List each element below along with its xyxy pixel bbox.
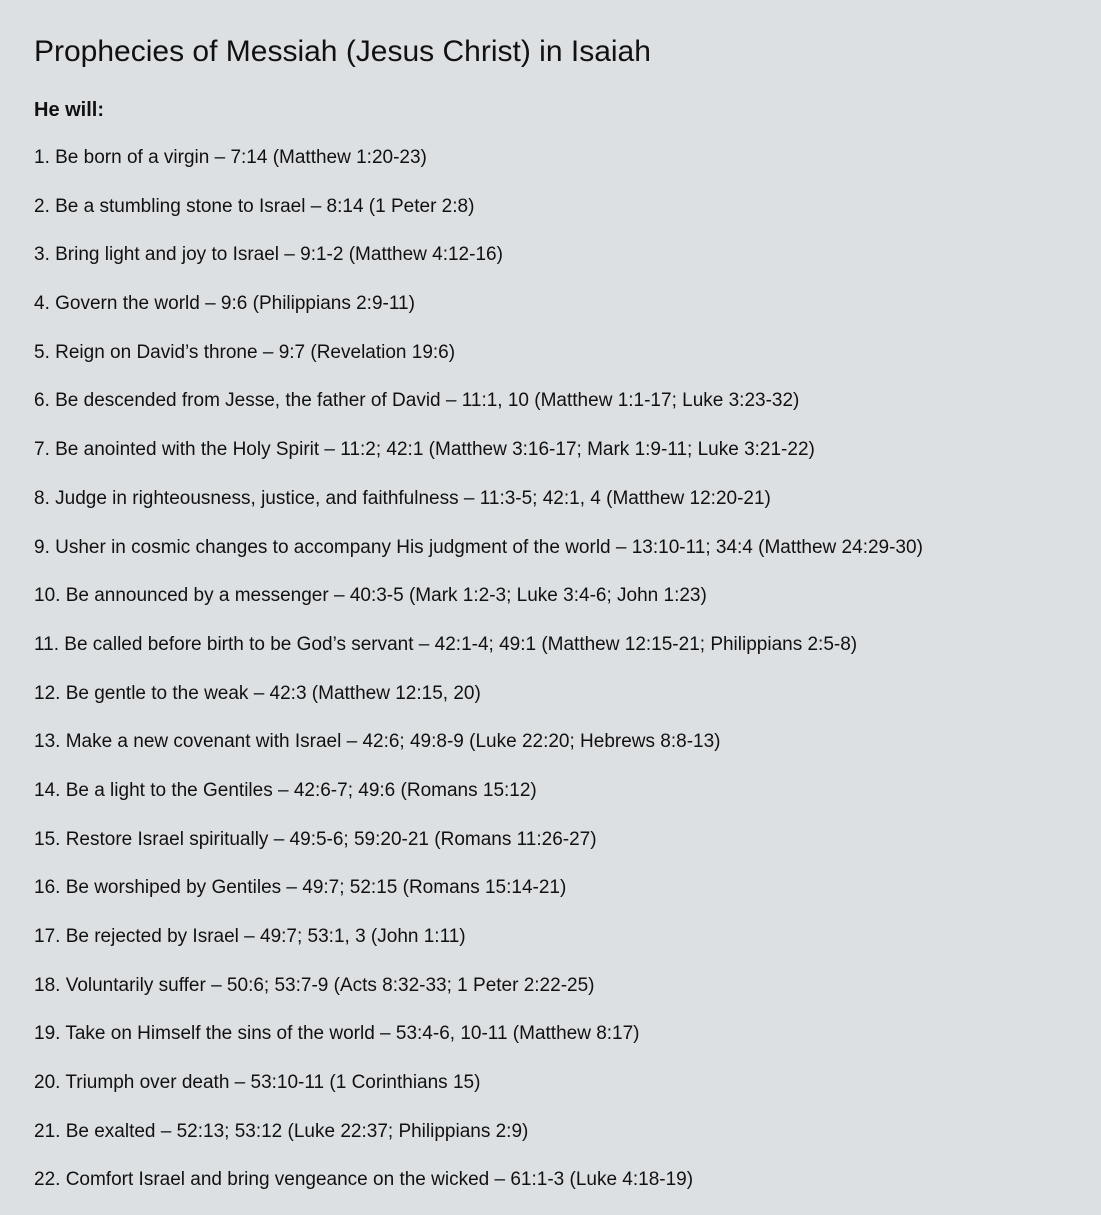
- prophecy-item-15: 15. Restore Israel spiritually – 49:5-6; 59:20-21 (Romans 11:26-27): [34, 828, 597, 850]
- prophecy-item-10: 10. Be announced by a messenger – 40:3-5 (Mark 1:2-3; Luke 3:4-6; John 1:23): [34, 585, 707, 607]
- prophecy-item-5: 5. Reign on David’s throne – 9:7 (Revelation 19:6): [34, 341, 456, 363]
- prophecy-item-22: 22. Comfort Israel and bring vengeance on the wicked – 61:1-3 (Luke 4:18-19): [34, 1169, 694, 1191]
- prophecy-item-11: 11. Be called before birth to be God’s servant – 42:1-4; 49:1 (Matthew 12:15-21; Philippians 2:5-8): [34, 633, 858, 655]
- prophecy-item-3: 3. Bring light and joy to Israel – 9:1-2 (Matthew 4:12-16): [34, 244, 503, 266]
- prophecy-item-9: 9. Usher in cosmic changes to accompany His judgment of the world – 13:10-11; 34:4 (Matthew 24:29-30): [34, 536, 923, 558]
- prophecy-item-8: 8. Judge in righteousness, justice, and faithfulness – 11:3-5; 42:1, 4 (Matthew 12:20-21): [34, 487, 771, 509]
- prophecy-item-21: 21. Be exalted – 52:13; 53:12 (Luke 22:37; Philippians 2:9): [34, 1120, 529, 1142]
- prophecy-item-19: 19. Take on Himself the sins of the world – 53:4-6, 10-11 (Matthew 8:17): [34, 1023, 640, 1045]
- prophecy-list: [34, 144, 923, 1215]
- page-title: Prophecies of Messiah (Jesus Christ) in Isaiah: [34, 35, 651, 68]
- prophecy-item-13: 13. Make a new covenant with Israel – 42:6; 49:8-9 (Luke 22:20; Hebrews 8:8-13): [34, 731, 721, 753]
- intro-heading: He will:: [34, 99, 105, 121]
- prophecy-item-12: 12. Be gentle to the weak – 42:3 (Matthew 12:15, 20): [34, 682, 481, 704]
- prophecy-item-6: 6. Be descended from Jesse, the father of David – 11:1, 10 (Matthew 1:1-17; Luke 3:23-32): [34, 390, 800, 412]
- prophecy-item-14: 14. Be a light to the Gentiles – 42:6-7; 49:6 (Romans 15:12): [34, 779, 537, 801]
- prophecy-item-2: 2. Be a stumbling stone to Israel – 8:14 (1 Peter 2:8): [34, 195, 475, 217]
- prophecy-item-7: 7. Be anointed with the Holy Spirit – 11:2; 42:1 (Matthew 3:16-17; Mark 1:9-11; Luke 3:21-22): [34, 439, 815, 461]
- prophecy-item-20: 20. Triumph over death – 53:10-11 (1 Corinthians 15): [34, 1072, 481, 1094]
- prophecy-item-16: 16. Be worshiped by Gentiles – 49:7; 52:15 (Romans 15:14-21): [34, 877, 567, 899]
- prophecy-item-18: 18. Voluntarily suffer – 50:6; 53:7-9 (Acts 8:32-33; 1 Peter 2:22-25): [34, 974, 595, 996]
- prophecy-item-1: 1. Be born of a virgin – 7:14 (Matthew 1:20-23): [34, 147, 427, 168]
- prophecy-item-17: 17. Be rejected by Israel – 49:7; 53:1, 3 (John 1:11): [34, 926, 466, 947]
- prophecy-item-4: 4. Govern the world – 9:6 (Philippians 2:9-11): [34, 293, 415, 315]
